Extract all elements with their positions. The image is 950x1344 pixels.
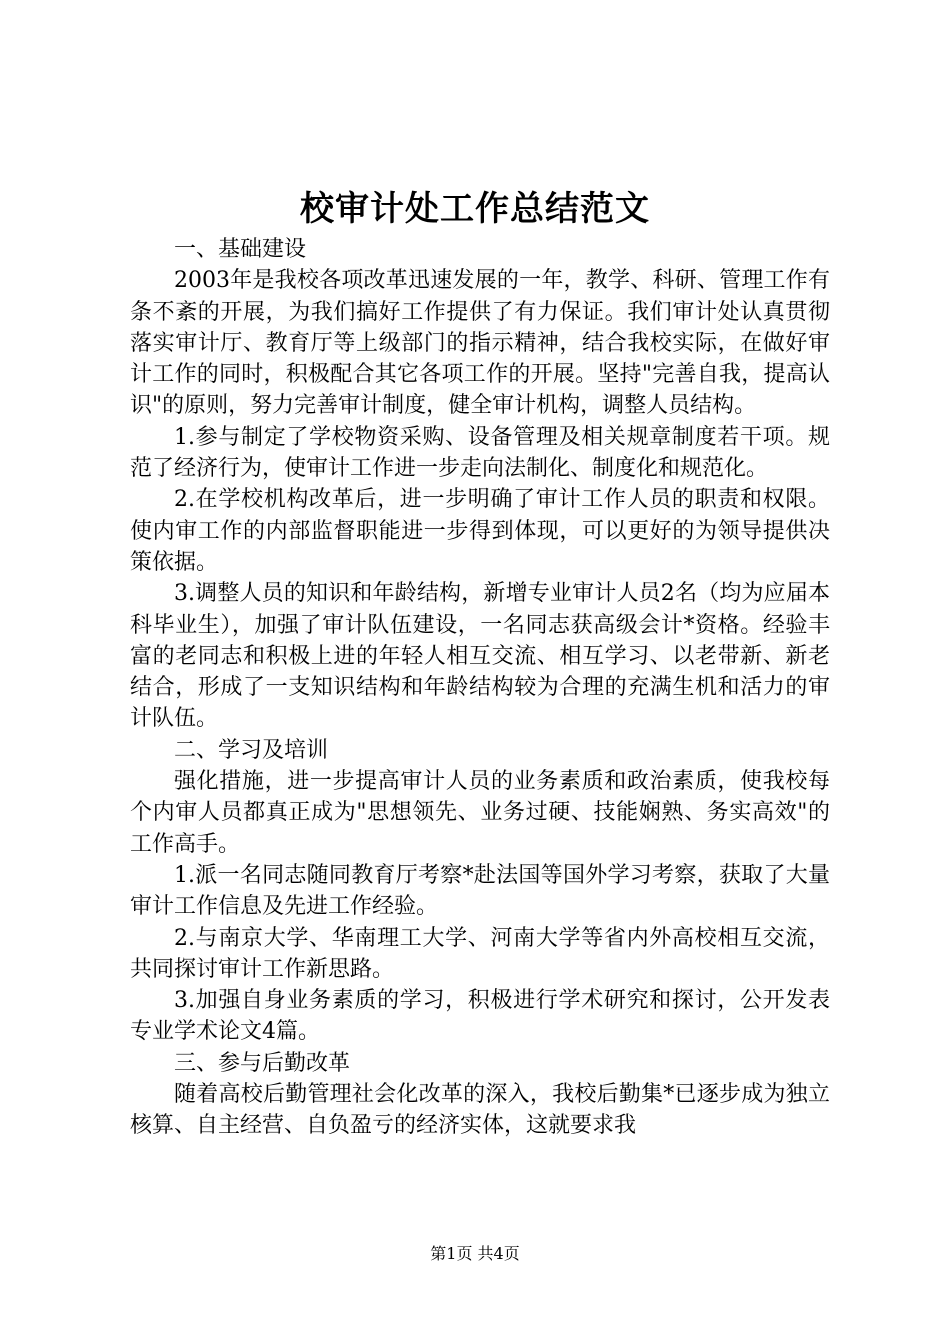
paragraph: 1.参与制定了学校物资采购、设备管理及相关规章制度若干项。规范了经济行为，使审计工作进一步走向法制化、制度化和规范化。 <box>130 424 830 482</box>
paragraph: 3.加强自身业务素质的学习，积极进行学术研究和探讨，公开发表专业学术论文4篇。 <box>130 988 830 1045</box>
paragraph: 2.在学校机构改革后，进一步明确了审计工作人员的职责和权限。使内审工作的内部监督职能进一步得到体现，可以更好的为领导提供决策依据。 <box>130 487 830 575</box>
document-title: 校审计处工作总结范文 <box>300 189 650 229</box>
paragraph: 强化措施，进一步提高审计人员的业务素质和政治素质，使我校每个内审人员都真正成为"思想领先、业务过硬、技能娴熟、务实高效"的工作高手。 <box>130 769 830 857</box>
paragraph: 2.与南京大学、华南理工大学、河南大学等省内外高校相互交流，共同探讨审计工作新思路。 <box>130 925 830 982</box>
section-heading: 二、学习及培训 <box>174 737 329 763</box>
paragraph: 2003年是我校各项改革迅速发展的一年，教学、科研、管理工作有条不紊的开展，为我们搞好工作提供了有力保证。我们审计处认真贯彻落实审计厅、教育厅等上级部门的指示精神，结合我校实际，在做好审计工作的同时，积极配合其它各项工作的开展。坚持"完善自我，提高认识"的原则，努力完善审计制度，健全审计机构，调整人员结构。 <box>130 268 830 419</box>
paragraph: 3.调整人员的知识和年龄结构，新增专业审计人员2名（均为应届本科毕业生），加强了审计队伍建设，一名同志获高级会计*资格。经验丰富的老同志和积极上进的年轻人相互交流、相互学习、以老带新、新老结合，形成了一支知识结构和年龄结构较为合理的充满生机和活力的审计队伍。 <box>130 581 830 732</box>
section-heading: 三、参与后勤改革 <box>174 1050 351 1076</box>
paragraph: 随着高校后勤管理社会化改革的深入，我校后勤集*已逐步成为独立核算、自主经营、自负盈亏的经济实体，这就要求我 <box>130 1082 830 1139</box>
paragraph: 1.派一名同志随同教育厅考察*赴法国等国外学习考察，获取了大量审计工作信息及先进工作经验。 <box>130 862 830 920</box>
section-heading: 一、基础建设 <box>174 237 307 262</box>
document-body <box>130 234 830 1142</box>
page-footer: 第1页 共4页 <box>430 1244 520 1263</box>
